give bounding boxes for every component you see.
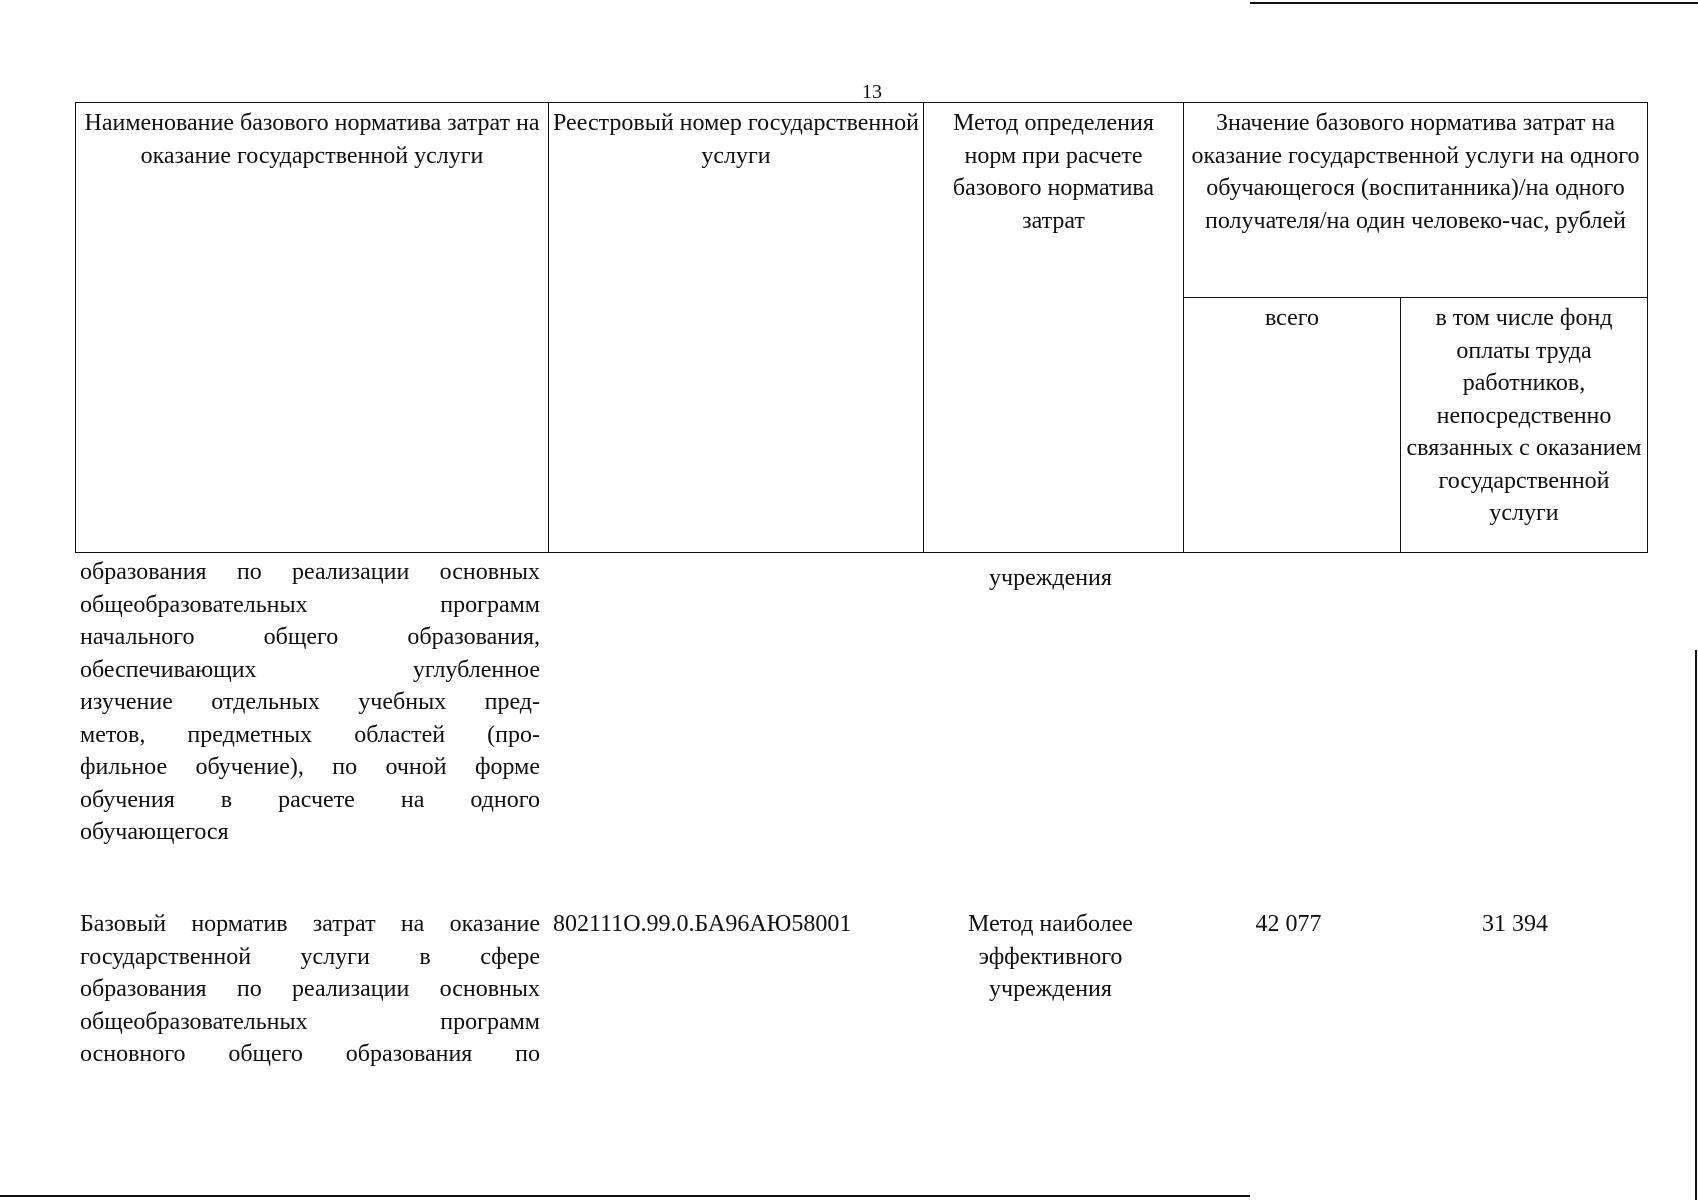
text-line: начального общего образования, <box>80 624 540 650</box>
header-name: Наименование базового норматива затрат на оказание государственной услуги <box>76 103 549 553</box>
row2-registry: 802111О.99.0.БА96АЮ58001 <box>553 911 852 937</box>
header-table <box>75 102 1648 553</box>
text-line: Базовый норматив затрат на оказание <box>80 911 540 937</box>
text-line: основного общего образования по <box>80 1041 540 1067</box>
row-continued-name <box>80 556 540 849</box>
text-line: учреждения <box>989 976 1112 1002</box>
row2-method <box>921 908 1180 1006</box>
text-line: метов, предметных областей (про- <box>80 721 540 748</box>
row2-total: 42 077 <box>1255 911 1322 937</box>
top-rule <box>1250 2 1698 4</box>
header-total: всего <box>1184 298 1401 553</box>
row2-payroll: 31 394 <box>1482 911 1548 937</box>
header-payroll: в том числе фонд оплаты труда работников, непосредственно связанных с оказанием государственной услуги <box>1401 298 1648 553</box>
header-method: Метод определения норм при расчете базового норматива затрат <box>924 103 1184 553</box>
text-line: обучения в расчете на одного <box>80 786 540 813</box>
bottom-rule <box>0 1195 1250 1197</box>
row-continued-method: учреждения <box>989 565 1112 591</box>
text-line: государственной услуги в сфере <box>80 943 540 970</box>
text-line: эффективного <box>978 943 1123 970</box>
text-line: изучение отдельных учебных пред- <box>80 689 540 715</box>
text-line: Метод наиболее <box>968 911 1133 937</box>
right-edge-rule <box>1695 650 1697 1200</box>
text-line: фильное обучение), по очной форме <box>80 754 540 780</box>
text-line: образования по реализации основных <box>80 976 540 1002</box>
page-number: 13 <box>862 81 882 103</box>
text-line: обеспечивающих углубленное <box>80 656 540 683</box>
text-line: общеобразовательных программ <box>80 591 540 618</box>
text-line: общеобразовательных программ <box>80 1008 540 1035</box>
header-registry: Реестровый номер государственной услуги <box>549 103 924 553</box>
text-line: образования по реализации основных <box>80 559 540 585</box>
header-value: Значение базового норматива затрат на оказание государственной услуги на одного обучающегося (воспитанника)/на одного получателя/на один человеко-час, рублей <box>1184 103 1648 298</box>
row2-name <box>80 908 540 1071</box>
text-line: обучающегося <box>80 819 229 845</box>
